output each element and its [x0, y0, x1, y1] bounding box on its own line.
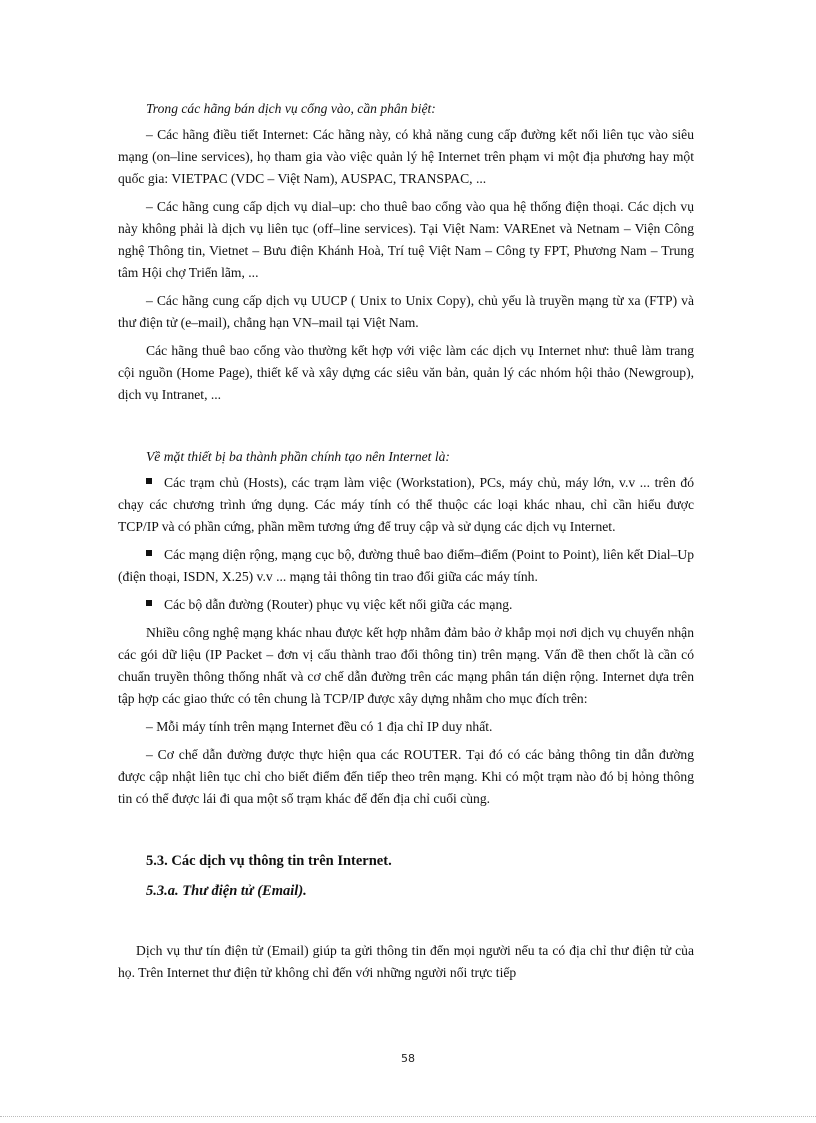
spacer — [118, 816, 694, 850]
page-content — [118, 98, 694, 990]
bullet-item — [118, 594, 694, 616]
paragraph-network-technologies: Nhiều công nghệ mạng khác nhau được kết hợp nhằm đảm bảo ở khắp mọi nơi dịch vụ chuyển nhận các gói dữ liệu (IP Packet – đơn vị cấu thành trao đổi thông tin) trên mạng. Vấn đề then chốt là cần có chuẩn truyền thông thống nhất và cơ chế dẫn đường trên các mạng phân tán diện rộng. Internet dựa trên tập hợp các giao thức có tên chung là TCP/IP được xây dựng nhằm cho mục đích trên: — [118, 625, 694, 706]
bullet-item — [118, 472, 694, 538]
paragraph-gateway-services: Các hãng thuê bao cổng vào thường kết hợp với việc làm các dịch vụ Internet như: thuê làm trang cội nguồn (Home Page), thiết kế và xây dựng các siêu văn bản, quản lý các nhóm hội thảo (Newgroup), dịch vụ Intranet, ... — [118, 343, 694, 402]
heading-gateway-vendors: Trong các hãng bán dịch vụ cổng vào, cần phân biệt: — [146, 101, 436, 116]
section-title: 5.3. Các dịch vụ thông tin trên Internet. — [146, 853, 392, 869]
square-bullet-icon — [146, 478, 152, 484]
dash-item: – Các hãng điều tiết Internet: Các hãng này, có khả năng cung cấp đường kết nối liên tục vào siêu mạng (on–line services), họ tham gia vào việc quản lý hệ Internet trên phạm vi một địa phương hay một quốc gia: VIETPAC (VDC – Việt Nam), AUSPAC, TRANSPAC, ... — [118, 127, 694, 186]
paragraph-email: Dịch vụ thư tín điện tử (Email) giúp ta gửi thông tin đến mọi người nếu ta có địa chỉ thư điện tử của họ. Trên Internet thư điện tử không chỉ đến với những người nối trực tiếp — [118, 943, 694, 980]
square-bullet-icon — [146, 600, 152, 606]
page-bottom-divider — [0, 1116, 816, 1117]
bullet-text: Các trạm chủ (Hosts), các trạm làm việc (Workstation), PCs, máy chủ, máy lớn, v.v ... trên đó chạy các chương trình ứng dụng. Các máy tính có thể thuộc các loại khác nhau, chỉ cần hiểu được TCP/IP và có phần cứng, phần mềm tương ứng để truy cập và sử dụng các dịch vụ Internet. — [118, 475, 694, 534]
dash-item: – Các hãng cung cấp dịch vụ UUCP ( Unix to Unix Copy), chủ yếu là truyền mạng từ xa (FTP) và thư điện tử (e–mail), chẳng hạn VN–mail tại Việt Nam. — [118, 293, 694, 330]
bullet-text: Các mạng diện rộng, mạng cục bộ, đường thuê bao điểm–điểm (Point to Point), liên kết Dial–Up (điện thoại, ISDN, X.25) v.v ... mạng tải thông tin trao đổi giữa các máy tính. — [118, 547, 694, 584]
bullet-item — [118, 544, 694, 588]
square-bullet-icon — [146, 550, 152, 556]
heading-internet-components: Về mặt thiết bị ba thành phần chính tạo nên Internet là: — [146, 449, 450, 464]
bullet-text: Các bộ dẫn đường (Router) phục vụ việc kết nối giữa các mạng. — [164, 597, 513, 612]
spacer — [118, 902, 694, 940]
subsection-title: 5.3.a. Thư điện tử (Email). — [146, 883, 307, 899]
dash-item: – Các hãng cung cấp dịch vụ dial–up: cho thuê bao cổng vào qua hệ thống điện thoại. Các dịch vụ này không phải là dịch vụ liên tục (off–line services). Tại Việt Nam: VAREnet và Netnam – Viện Công nghệ Thông tin, Vietnet – Bưu điện Khánh Hoà, Trí tuệ Việt Nam – Công ty FPT, Phương Nam – Trung tâm Hội chợ Triển lãm, ... — [118, 199, 694, 280]
dash-item: – Mỗi máy tính trên mạng Internet đều có 1 địa chỉ IP duy nhất. — [146, 719, 493, 734]
spacer — [118, 412, 694, 446]
page-number: 58 — [401, 1052, 415, 1065]
dash-item: – Cơ chế dẫn đường được thực hiện qua các ROUTER. Tại đó có các bảng thông tin dẫn đường được cập nhật liên tục chỉ cho biết điểm đến tiếp theo trên mạng. Khi có một trạm nào đó bị hỏng thông tin có thể được lái đi qua một số trạm khác để đến địa chỉ cuối cùng. — [118, 747, 694, 806]
